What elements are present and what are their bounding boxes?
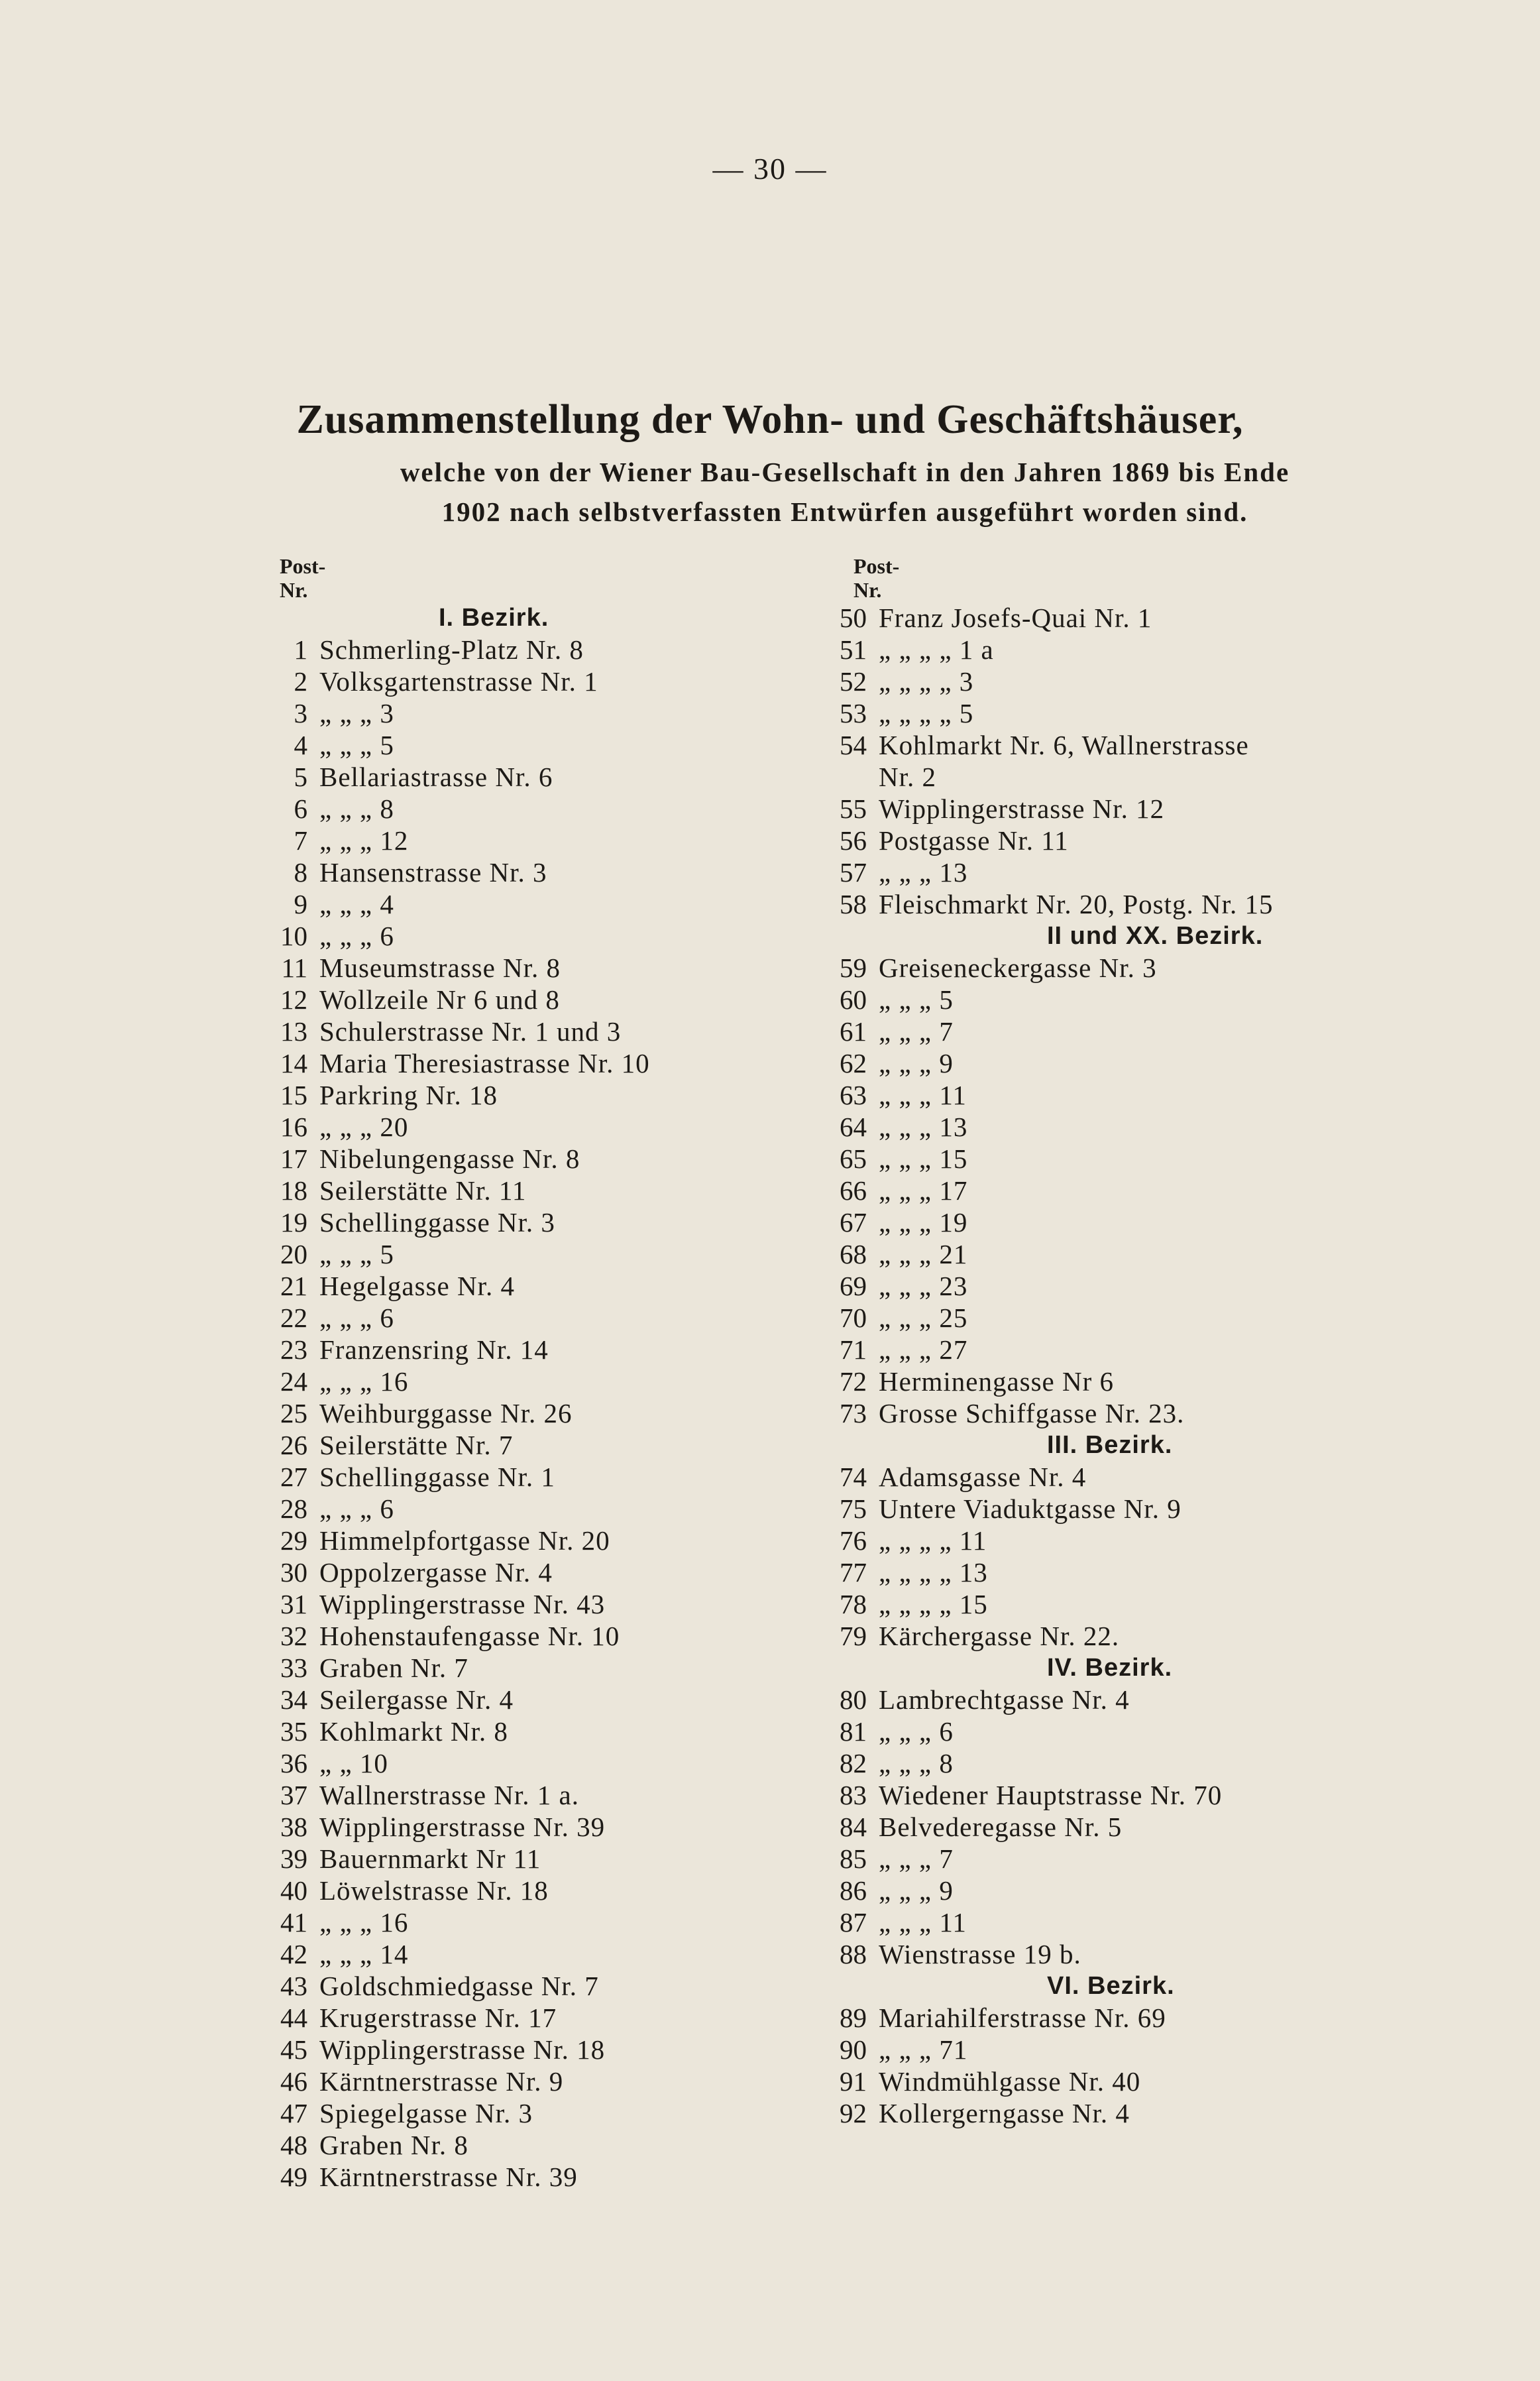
column-header-line2: Nr. <box>853 578 882 602</box>
post-number: 53 <box>840 698 867 728</box>
list-item <box>820 1906 1273 1938</box>
post-number: 23 <box>280 1334 307 1365</box>
post-number: 55 <box>840 793 867 824</box>
list-item <box>265 2002 650 2034</box>
list-item <box>820 2002 1273 2034</box>
list-item <box>265 1652 650 1684</box>
list-item <box>265 729 650 761</box>
post-number: 24 <box>280 1366 307 1397</box>
post-number: 87 <box>840 1907 867 1938</box>
address-text: Schellinggasse Nr. 1 <box>319 1462 555 1492</box>
list-item <box>265 666 650 697</box>
list-item <box>265 1875 650 1906</box>
district-heading: VI. Bezirk. <box>1047 1972 1175 2000</box>
post-number: 72 <box>840 1366 867 1397</box>
list-item <box>820 984 1273 1016</box>
post-number: 51 <box>840 634 867 665</box>
post-number: 59 <box>840 953 867 983</box>
post-number: 76 <box>840 1525 867 1556</box>
address-text: „ „ „ 13 <box>879 1112 968 1142</box>
address-text: „ „ „ 3 <box>319 698 394 728</box>
list-item <box>820 1493 1273 1525</box>
list-item <box>265 2065 650 2097</box>
list-item <box>265 1938 650 1970</box>
list-item <box>820 1206 1273 1238</box>
address-text: „ „ „ 11 <box>879 1080 967 1110</box>
address-text: Weihburggasse Nr. 26 <box>319 1398 573 1428</box>
post-number: 17 <box>280 1143 307 1174</box>
list-item <box>265 1238 650 1270</box>
post-number: 61 <box>840 1016 867 1047</box>
address-text: „ „ „ 7 <box>879 1843 954 1874</box>
address-text: Wipplingerstrasse Nr. 12 <box>879 793 1165 824</box>
list-item <box>265 634 650 666</box>
list-item <box>820 761 1273 793</box>
address-text: Nr. 2 <box>879 762 936 792</box>
left-column-header <box>280 554 325 602</box>
post-number: 60 <box>840 984 867 1015</box>
address-text: „ „ „ 20 <box>319 1112 409 1142</box>
post-number: 62 <box>840 1048 867 1078</box>
post-number: 19 <box>280 1207 307 1238</box>
list-item <box>820 1175 1273 1206</box>
address-text: „ „ „ 16 <box>319 1366 409 1397</box>
post-number: 48 <box>280 2130 307 2160</box>
address-text: „ „ „ 71 <box>879 2034 968 2065</box>
document-subtitle-line2: 1902 nach selbstverfassten Entwürfen ausgeführt worden sind. <box>441 496 1248 527</box>
post-number: 42 <box>280 1939 307 1969</box>
post-number: 40 <box>280 1875 307 1906</box>
address-text: „ „ „ 17 <box>879 1175 968 1206</box>
post-number: 57 <box>840 857 867 888</box>
list-item <box>820 1747 1273 1779</box>
post-number: 71 <box>840 1334 867 1365</box>
address-text: „ „ „ 12 <box>319 825 409 856</box>
post-number: 65 <box>840 1143 867 1174</box>
post-number: 89 <box>840 2003 867 2033</box>
address-text: Maria Theresiastrasse Nr. 10 <box>319 1048 650 1078</box>
post-number: 67 <box>840 1207 867 1238</box>
address-text: Kärchergasse Nr. 22. <box>879 1621 1120 1651</box>
list-item <box>265 1461 650 1493</box>
list-item <box>265 1175 650 1206</box>
list-item <box>265 1270 650 1302</box>
district-heading: I. Bezirk. <box>439 604 549 632</box>
list-item <box>820 1779 1273 1811</box>
column-header-line1: Post- <box>853 554 900 578</box>
list-item <box>820 1143 1273 1175</box>
post-number: 84 <box>840 1812 867 1842</box>
list-item <box>820 793 1273 825</box>
address-text: Spiegelgasse Nr. 3 <box>319 2098 533 2128</box>
list-item <box>820 1684 1273 1715</box>
list-item <box>820 2065 1273 2097</box>
address-text: Bauernmarkt Nr 11 <box>319 1843 541 1874</box>
list-item <box>265 856 650 888</box>
address-text: „ „ „ 19 <box>879 1207 968 1238</box>
post-number: 73 <box>840 1398 867 1428</box>
post-number: 32 <box>280 1621 307 1651</box>
district-heading: II und XX. Bezirk. <box>1047 922 1264 950</box>
document-subtitle-line1: welche von der Wiener Bau-Gesellschaft in den Jahren 1869 bis Ende <box>400 457 1290 487</box>
list-item <box>820 1397 1273 1429</box>
address-text: Oppolzergasse Nr. 4 <box>319 1557 553 1588</box>
post-number: 75 <box>840 1493 867 1524</box>
address-text: Himmelpfortgasse Nr. 20 <box>319 1525 610 1556</box>
address-text: „ „ „ „ 13 <box>879 1557 988 1588</box>
address-text: Greiseneckergasse Nr. 3 <box>879 953 1157 983</box>
post-number: 44 <box>280 2003 307 2033</box>
address-text: Schmerling-Platz Nr. 8 <box>319 634 584 665</box>
address-text: Nibelungengasse Nr. 8 <box>319 1143 580 1174</box>
address-text: Kärntnerstrasse Nr. 9 <box>319 2066 564 2097</box>
list-item <box>265 2034 650 2065</box>
address-text: Schulerstrasse Nr. 1 und 3 <box>319 1016 622 1047</box>
list-item <box>265 1525 650 1556</box>
post-number: 49 <box>280 2162 307 2192</box>
list-item <box>265 1906 650 1938</box>
address-text: Grosse Schiffgasse Nr. 23. <box>879 1398 1185 1428</box>
address-text: „ „ „ „ 1 a <box>879 634 994 665</box>
list-item <box>265 1588 650 1620</box>
address-text: „ „ „ 9 <box>879 1875 954 1906</box>
address-text: „ „ „ 21 <box>879 1239 968 1269</box>
list-item <box>820 888 1273 920</box>
address-text: „ „ „ 5 <box>319 730 394 760</box>
address-text: „ „ „ 14 <box>319 1939 409 1969</box>
list-item <box>265 1620 650 1652</box>
list-item <box>820 1365 1273 1397</box>
address-text: Wipplingerstrasse Nr. 18 <box>319 2034 606 2065</box>
post-number: 74 <box>840 1462 867 1492</box>
column-header-line1: Post- <box>280 554 326 578</box>
post-number: 15 <box>280 1080 307 1110</box>
address-text: Kollergerngasse Nr. 4 <box>879 2098 1130 2128</box>
list-item <box>820 2034 1273 2065</box>
list-item <box>265 825 650 856</box>
list-item <box>820 729 1273 761</box>
address-text: Hegelgasse Nr. 4 <box>319 1271 515 1301</box>
list-item <box>820 1079 1273 1111</box>
list-item <box>820 666 1273 697</box>
address-text: Hohenstaufengasse Nr. 10 <box>319 1621 620 1651</box>
page-number: — 30 — <box>712 152 828 186</box>
address-text: „ „ „ 11 <box>879 1907 967 1938</box>
post-number: 68 <box>840 1239 867 1269</box>
list-item <box>820 856 1273 888</box>
post-number: 39 <box>280 1843 307 1874</box>
address-text: „ „ „ 25 <box>879 1303 968 1333</box>
post-number: 82 <box>840 1748 867 1778</box>
address-text: Wipplingerstrasse Nr. 43 <box>319 1589 606 1619</box>
post-number: 37 <box>280 1780 307 1810</box>
address-text: Bellariastrasse Nr. 6 <box>319 762 553 792</box>
list-item <box>265 2129 650 2161</box>
post-number: 9 <box>294 889 307 919</box>
list-item <box>265 1047 650 1079</box>
address-text: Postgasse Nr. 11 <box>879 825 1069 856</box>
post-number: 66 <box>840 1175 867 1206</box>
post-number: 45 <box>280 2034 307 2065</box>
post-number: 5 <box>294 762 307 792</box>
list-item <box>265 1493 650 1525</box>
post-number: 88 <box>840 1939 867 1969</box>
post-number: 69 <box>840 1271 867 1301</box>
post-number: 29 <box>280 1525 307 1556</box>
list-item <box>265 1365 650 1397</box>
list-item <box>265 920 650 952</box>
address-text: „ „ „ 4 <box>319 889 394 919</box>
post-number: 31 <box>280 1589 307 1619</box>
address-text: Kohlmarkt Nr. 6, Wallnerstrasse <box>879 730 1249 760</box>
list-item <box>265 1779 650 1811</box>
post-number: 10 <box>280 921 307 951</box>
list-item <box>820 1843 1273 1875</box>
list-item <box>265 1079 650 1111</box>
post-number: 6 <box>294 793 307 824</box>
list-item <box>820 1525 1273 1556</box>
address-text: Graben Nr. 8 <box>319 2130 468 2160</box>
list-item <box>265 1970 650 2002</box>
post-number: 8 <box>294 857 307 888</box>
list-item <box>820 1875 1273 1906</box>
post-number: 86 <box>840 1875 867 1906</box>
post-number: 27 <box>280 1462 307 1492</box>
post-number: 92 <box>840 2098 867 2128</box>
address-text: Löwelstrasse Nr. 18 <box>319 1875 549 1906</box>
address-text: „ „ „ 6 <box>319 1303 394 1333</box>
list-item <box>265 1715 650 1747</box>
district-heading: IV. Bezirk. <box>1047 1654 1173 1682</box>
address-text: Goldschmiedgasse Nr. 7 <box>319 1971 599 2001</box>
post-number: 54 <box>840 730 867 760</box>
address-text: „ „ „ 5 <box>319 1239 394 1269</box>
address-text: Volksgartenstrasse Nr. 1 <box>319 666 598 697</box>
list-item <box>265 1747 650 1779</box>
post-number: 41 <box>280 1907 307 1938</box>
list-item <box>265 1684 650 1715</box>
post-number: 70 <box>840 1303 867 1333</box>
list-item <box>820 952 1273 984</box>
address-text: „ „ „ 6 <box>319 921 394 951</box>
address-text: „ „ „ 13 <box>879 857 968 888</box>
address-text: „ „ „ 16 <box>319 1907 409 1938</box>
post-number: 63 <box>840 1080 867 1110</box>
address-text: Herminengasse Nr 6 <box>879 1366 1115 1397</box>
post-number: 7 <box>294 825 307 856</box>
address-text: Parkring Nr. 18 <box>319 1080 498 1110</box>
list-item <box>820 1715 1273 1747</box>
post-number <box>820 761 867 793</box>
address-text: Seilerstätte Nr. 7 <box>319 1430 514 1460</box>
list-item <box>265 1334 650 1365</box>
post-number: 12 <box>280 984 307 1015</box>
post-number: 22 <box>280 1303 307 1333</box>
post-number: 52 <box>840 666 867 697</box>
post-number: 91 <box>840 2066 867 2097</box>
column-header-line2: Nr. <box>280 578 308 602</box>
post-number: 78 <box>840 1589 867 1619</box>
list-item <box>820 1811 1273 1843</box>
list-item <box>265 952 650 984</box>
post-number: 30 <box>280 1557 307 1588</box>
address-text: Kärntnerstrasse Nr. 39 <box>319 2162 578 2192</box>
list-item <box>265 888 650 920</box>
address-text: „ „ „ 23 <box>879 1271 968 1301</box>
address-text: Wallnerstrasse Nr. 1 a. <box>319 1780 579 1810</box>
address-text: „ „ „ 8 <box>879 1748 954 1778</box>
post-number: 13 <box>280 1016 307 1047</box>
list-item <box>265 793 650 825</box>
post-number: 77 <box>840 1557 867 1588</box>
list-item <box>820 697 1273 729</box>
post-number: 80 <box>840 1684 867 1715</box>
address-text: Schellinggasse Nr. 3 <box>319 1207 555 1238</box>
list-item <box>265 1206 650 1238</box>
address-text: Lambrechtgasse Nr. 4 <box>879 1684 1130 1715</box>
post-number: 33 <box>280 1653 307 1683</box>
list-item <box>820 2097 1273 2129</box>
list-item <box>265 1556 650 1588</box>
list-item <box>820 1620 1273 1652</box>
address-text: Untere Viaduktgasse Nr. 9 <box>879 1493 1182 1524</box>
list-item <box>265 2097 650 2129</box>
post-number: 56 <box>840 825 867 856</box>
address-text: Franzensring Nr. 14 <box>319 1334 549 1365</box>
document-title: Zusammenstellung der Wohn- und Geschäftshäuser, <box>296 397 1244 442</box>
post-number: 43 <box>280 1971 307 2001</box>
list-item <box>820 825 1273 856</box>
post-number: 25 <box>280 1398 307 1428</box>
post-number: 46 <box>280 2066 307 2097</box>
post-number: 2 <box>294 666 307 697</box>
address-text: „ „ „ „ 5 <box>879 698 974 728</box>
list-item <box>265 1843 650 1875</box>
address-text: Wiedener Hauptstrasse Nr. 70 <box>879 1780 1223 1810</box>
post-number: 38 <box>280 1812 307 1842</box>
list-item <box>820 1556 1273 1588</box>
right-column-header <box>853 554 899 602</box>
post-number: 64 <box>840 1112 867 1142</box>
right-column-list <box>820 602 1273 2129</box>
post-number: 18 <box>280 1175 307 1206</box>
list-item <box>820 602 1273 634</box>
list-item <box>820 1334 1273 1365</box>
post-number: 4 <box>294 730 307 760</box>
address-text: Wienstrasse 19 b. <box>879 1939 1081 1969</box>
address-text: „ „ „ 7 <box>879 1016 954 1047</box>
post-number: 50 <box>840 603 867 633</box>
post-number: 26 <box>280 1430 307 1460</box>
post-number: 16 <box>280 1112 307 1142</box>
address-text: Belvederegasse Nr. 5 <box>879 1812 1123 1842</box>
address-text: Wollzeile Nr 6 und 8 <box>319 984 560 1015</box>
address-text: „ „ 10 <box>319 1748 388 1778</box>
list-item <box>820 1461 1273 1493</box>
address-text: Museumstrasse Nr. 8 <box>319 953 561 983</box>
address-text: „ „ „ 6 <box>879 1716 954 1747</box>
post-number: 21 <box>280 1271 307 1301</box>
post-number: 58 <box>840 889 867 919</box>
post-number: 20 <box>280 1239 307 1269</box>
district-heading: III. Bezirk. <box>1047 1431 1173 1459</box>
list-item <box>820 1302 1273 1334</box>
list-item <box>265 1811 650 1843</box>
address-text: Fleischmarkt Nr. 20, Postg. Nr. 15 <box>879 889 1274 919</box>
list-item <box>265 1429 650 1461</box>
address-text: „ „ „ 9 <box>879 1048 954 1078</box>
post-number: 81 <box>840 1716 867 1747</box>
address-text: „ „ „ „ 11 <box>879 1525 987 1556</box>
post-number: 1 <box>294 634 307 665</box>
list-item <box>820 1270 1273 1302</box>
list-item <box>265 761 650 793</box>
post-number: 14 <box>280 1048 307 1078</box>
list-item <box>265 1397 650 1429</box>
post-number: 34 <box>280 1684 307 1715</box>
address-text: „ „ „ „ 15 <box>879 1589 988 1619</box>
list-item <box>820 1016 1273 1047</box>
list-item <box>820 634 1273 666</box>
post-number: 83 <box>840 1780 867 1810</box>
address-text: Graben Nr. 7 <box>319 1653 468 1683</box>
list-item <box>265 697 650 729</box>
address-text: „ „ „ „ 3 <box>879 666 974 697</box>
address-text: Adamsgasse Nr. 4 <box>879 1462 1087 1492</box>
address-text: Windmühlgasse Nr. 40 <box>879 2066 1141 2097</box>
post-number: 3 <box>294 698 307 728</box>
address-text: Krugerstrasse Nr. 17 <box>319 2003 557 2033</box>
post-number: 90 <box>840 2034 867 2065</box>
address-text: Seilerstätte Nr. 11 <box>319 1175 527 1206</box>
list-item <box>265 1143 650 1175</box>
address-text: „ „ „ 5 <box>879 984 954 1015</box>
address-text: „ „ „ 6 <box>319 1493 394 1524</box>
left-column-list <box>265 602 650 2193</box>
address-text: Seilergasse Nr. 4 <box>319 1684 514 1715</box>
list-item <box>820 1238 1273 1270</box>
post-number: 85 <box>840 1843 867 1874</box>
list-item <box>265 984 650 1016</box>
address-text: „ „ „ 15 <box>879 1143 968 1174</box>
post-number: 11 <box>281 953 307 983</box>
list-item <box>265 1111 650 1143</box>
list-item <box>265 1016 650 1047</box>
address-text: Kohlmarkt Nr. 8 <box>319 1716 508 1747</box>
address-text: Franz Josefs-Quai Nr. 1 <box>879 603 1152 633</box>
list-item <box>265 2161 650 2193</box>
post-number: 28 <box>280 1493 307 1524</box>
post-number: 35 <box>280 1716 307 1747</box>
post-number: 36 <box>280 1748 307 1778</box>
post-number: 47 <box>280 2098 307 2128</box>
list-item <box>265 1302 650 1334</box>
address-text: Mariahilferstrasse Nr. 69 <box>879 2003 1166 2033</box>
address-text: „ „ „ 8 <box>319 793 394 824</box>
address-text: Wipplingerstrasse Nr. 39 <box>319 1812 606 1842</box>
address-text: Hansenstrasse Nr. 3 <box>319 857 547 888</box>
address-text: „ „ „ 27 <box>879 1334 968 1365</box>
list-item <box>820 1111 1273 1143</box>
list-item <box>820 1938 1273 1970</box>
post-number: 79 <box>840 1621 867 1651</box>
list-item <box>820 1047 1273 1079</box>
list-item <box>820 1588 1273 1620</box>
